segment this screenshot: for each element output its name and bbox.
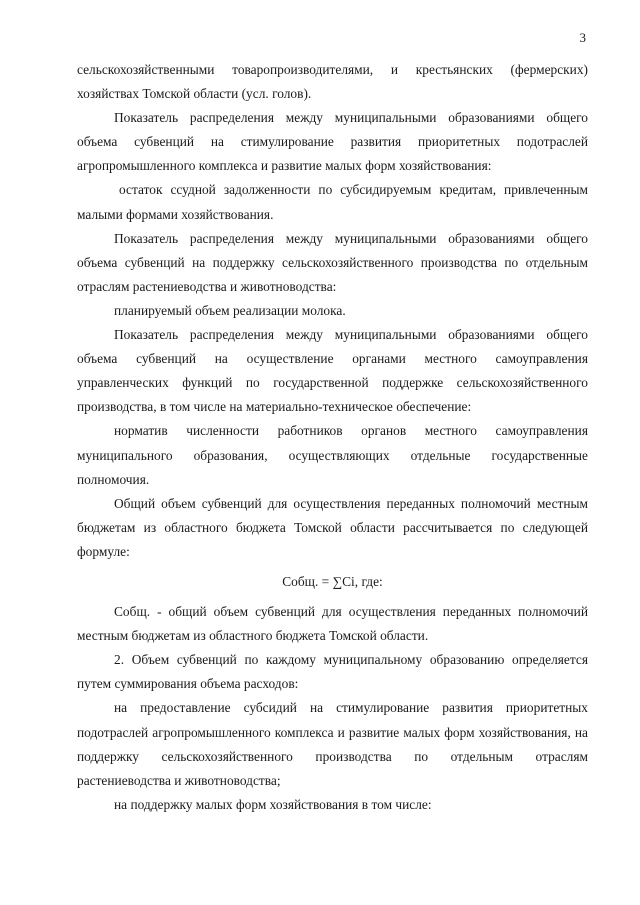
paragraph: Показатель распределения между муниципальными образованиями общего объема субвенций на поддержку сельскохозяйственного производства по отдельным отраслям растениеводства и животноводства: [77,230,588,294]
paragraph: 2. Объем субвенций по каждому муниципальному образованию определяется путем суммирования объема расходов: [77,652,588,692]
paragraph: сельскохозяйственными товаропроизводителями, и крестьянских (фермерских) хозяйствах Томской области (усл. голов). [77,62,588,102]
paragraph: остаток ссудной задолженности по субсидируемым кредитам, привлеченным малыми формами хозяйствования. [77,182,588,222]
paragraph: планируемый объем реализации молока. [114,302,346,318]
paragraph: Показатель распределения между муниципальными образованиями общего объема субвенций на осуществление органами местного самоуправления управленческих функций по государственной поддержке сельскохозяйственного производства, в том числе на материально-техническое обеспечение: [77,327,588,415]
page-number: 3 [579,30,586,45]
paragraph: Собщ. - общий объем субвенций для осуществления переданных полномочий местным бюджетам из областного бюджета Томской области. [77,604,588,644]
paragraph: на предоставление субсидий на стимулирование развития приоритетных подотраслей агропромышленного комплекса и развитие малых форм хозяйствования, на поддержку сельскохозяйственного производства по отдельным отраслям растениеводства и животноводства; [77,700,588,788]
paragraph: Показатель распределения между муниципальными образованиями общего объема субвенций на стимулирование развития приоритетных подотраслей агропромышленного комплекса и развитие малых форм хозяйствования: [77,110,588,174]
formula: Собщ. = ∑Ci, где: [282,573,383,589]
paragraph: на поддержку малых форм хозяйствования в том числе: [114,796,432,812]
paragraph: Общий объем субвенций для осуществления переданных полномочий местным бюджетам из областного бюджета Томской области рассчитывается по следующей формуле: [77,495,588,559]
paragraph: норматив численности работников органов местного самоуправления муниципального образования, осуществляющих отдельные государственные полномочия. [77,423,588,487]
document-body [77,58,588,817]
